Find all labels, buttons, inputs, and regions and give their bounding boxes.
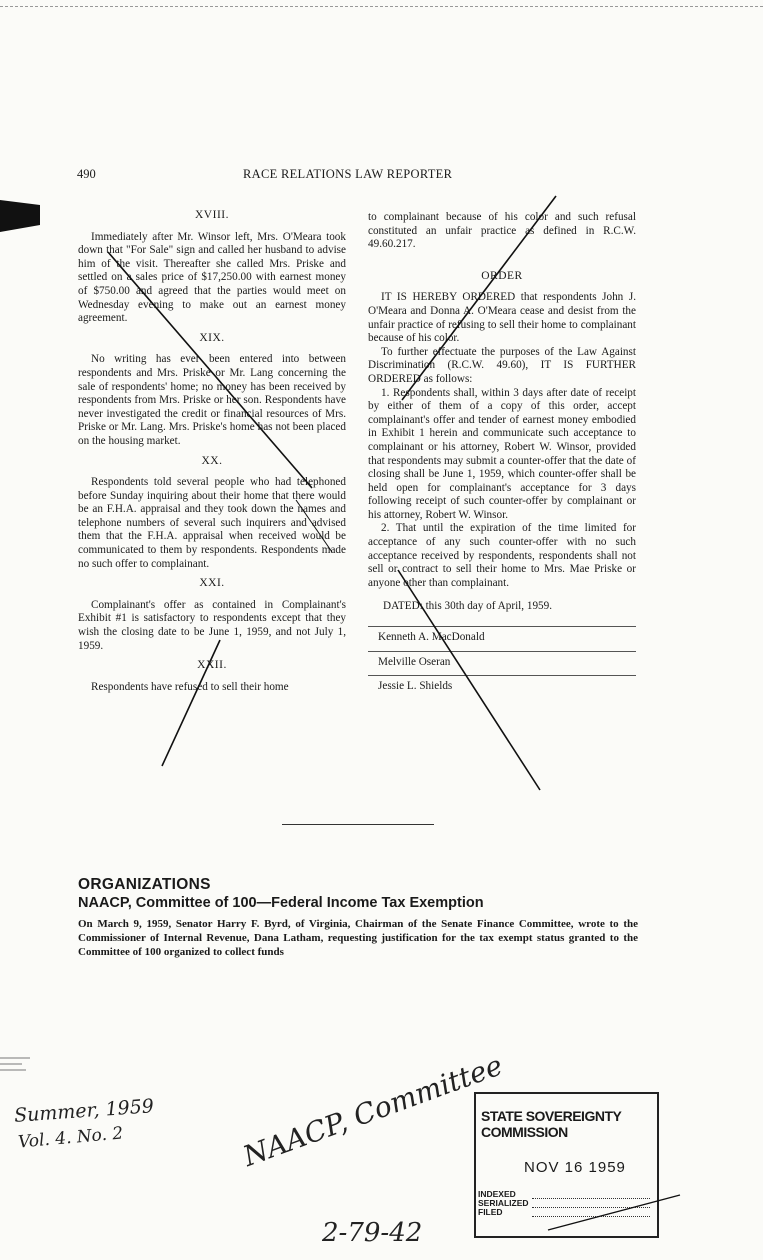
right-column: [368, 211, 636, 700]
section-text-xxi: Complainant's offer as contained in Complainant's Exhibit #1 is satisfactory to respondents except that they wish the closing date to be June 1, 1959, and not July 1, 1959.: [78, 598, 346, 652]
section-heading-xix: XIX.: [199, 331, 225, 344]
organizations-header: [78, 876, 484, 911]
order-paragraph-3: 1. Respondents shall, within 3 days after date of receipt by either of them of a copy of this order, accept complainant's offer and tender of earnest money embodied in Exhibit 1 herein and communicate such acceptance to complainant or his attorney, Robert W. Winsor, provided that respondents may submit a counter-offer that the date of closing shall be June 1, 1959, which counter-offer shall be held open for complainant's acceptance for 3 days following receipt of such counter-offer by complainant or his attorney, Robert W. Winsor.: [368, 386, 636, 521]
scan-edge-line: [0, 6, 763, 7]
stamp-dotted-line: [532, 1216, 650, 1217]
stamp-field-filed: FILED: [478, 1207, 503, 1217]
section-text-xx: Respondents told several people who had telephoned before Sunday inquiring about their home that there would be an F.H.A. appraisal and they took down the names and telephone numbers of several such inquirers and advised them that the F.H.A. appraisal when received would be communicated to them by respondents. Respondents made no such offer to complainant.: [78, 476, 346, 570]
section-heading-xxi: XXI.: [199, 577, 225, 590]
stamp-dotted-line: [532, 1198, 650, 1199]
organizations-subheading: NAACP, Committee of 100—Federal Income Tax Exemption: [78, 895, 484, 911]
section-heading-xviii: XVIII.: [195, 209, 229, 221]
section-text-xviii: Immediately after Mr. Winsor left, Mrs. O'Meara took down that "For Sale" sign and called her husband to advise him of the visit. Thereafter she called Mrs. Priske and settled on a sales price of $17,250.00 with earnest money of $750.00 and agreed that the parties would meet on Wednesday evening to make out an earnest money agreement.: [78, 230, 346, 325]
stamp-dotted-line: [532, 1207, 650, 1208]
page-number: 490: [77, 167, 96, 181]
signature-line: Jessie L. Shields: [368, 675, 636, 700]
handwritten-issue: Summer, 1959: [13, 1095, 155, 1127]
stamp-field-indexed: INDEXED: [478, 1189, 516, 1199]
section-text-xxii: Respondents have refused to sell their home: [91, 680, 289, 693]
signature-line: Melville Oseran: [368, 651, 636, 676]
scan-edge-marks: [0, 1058, 30, 1070]
order-paragraph-4: 2. That until the expiration of the time limited for acceptance of any such counter-offer with no such acceptance received by respondents, respondents shall not sell or contract to sell their home to Mrs. Mae Priske or anyone other than complainant.: [368, 522, 636, 589]
handwritten-file-number: 2-79-42: [322, 1218, 423, 1248]
section-heading-xxii: XXII.: [197, 659, 227, 672]
order-heading: ORDER: [481, 269, 523, 282]
organizations-text: On March 9, 1959, Senator Harry F. Byrd, of Virginia, Chairman of the Senate Finance Committee, wrote to the Commissioner of Internal Revenue, Dana Latham, requesting justification for the tax exempt status granted to the Committee of 100 organized to collect funds: [78, 918, 638, 958]
handwritten-volume: Vol. 4. No. 2: [17, 1123, 124, 1153]
received-stamp: [474, 1092, 659, 1238]
dated-line: DATED: this 30th day of April, 1959.: [383, 600, 553, 613]
section-heading-xx: XX.: [201, 454, 223, 467]
stamp-agency: STATE SOVEREIGNTY COMMISSION: [481, 1108, 622, 1140]
continuation-text: to complainant because of his color and such refusal constituted an unfair practice as defined in R.C.W. 49.60.217.: [368, 211, 636, 251]
section-divider: [282, 824, 434, 825]
binder-hole-mark: [0, 200, 40, 232]
stamp-date: NOV 16 1959: [524, 1159, 626, 1176]
order-paragraph-2: To further effectuate the purposes of the Law Against Discrimination (R.C.W. 49.60), IT IS FURTHER ORDERED as follows:: [368, 345, 636, 385]
handwritten-subject: NAACP, Committee: [238, 1048, 507, 1173]
organizations-heading: ORGANIZATIONS: [78, 876, 211, 893]
left-column: [78, 209, 346, 694]
stamp-field-serialized: SERIALIZED: [478, 1198, 529, 1208]
order-paragraph-1: IT IS HEREBY ORDERED that respondents John J. O'Meara and Donna A. O'Meara cease and desist from the unfair practice of refusing to sell their home to complainant because of his color.: [368, 291, 636, 345]
section-text-xix: No writing has ever been entered into between respondents and Mrs. Priske or Mr. Lang concerning the sale of respondents' home; no money has been received by respondents from Mrs. Priske or her son. Respondents have never investigated the credit or financial resources of Mrs. Priske or Mr. Lang. Mrs. Priske's home has not been placed on the housing market.: [78, 353, 346, 447]
signature-line: Kenneth A. MacDonald: [368, 626, 636, 651]
running-title: RACE RELATIONS LAW REPORTER: [243, 167, 453, 181]
